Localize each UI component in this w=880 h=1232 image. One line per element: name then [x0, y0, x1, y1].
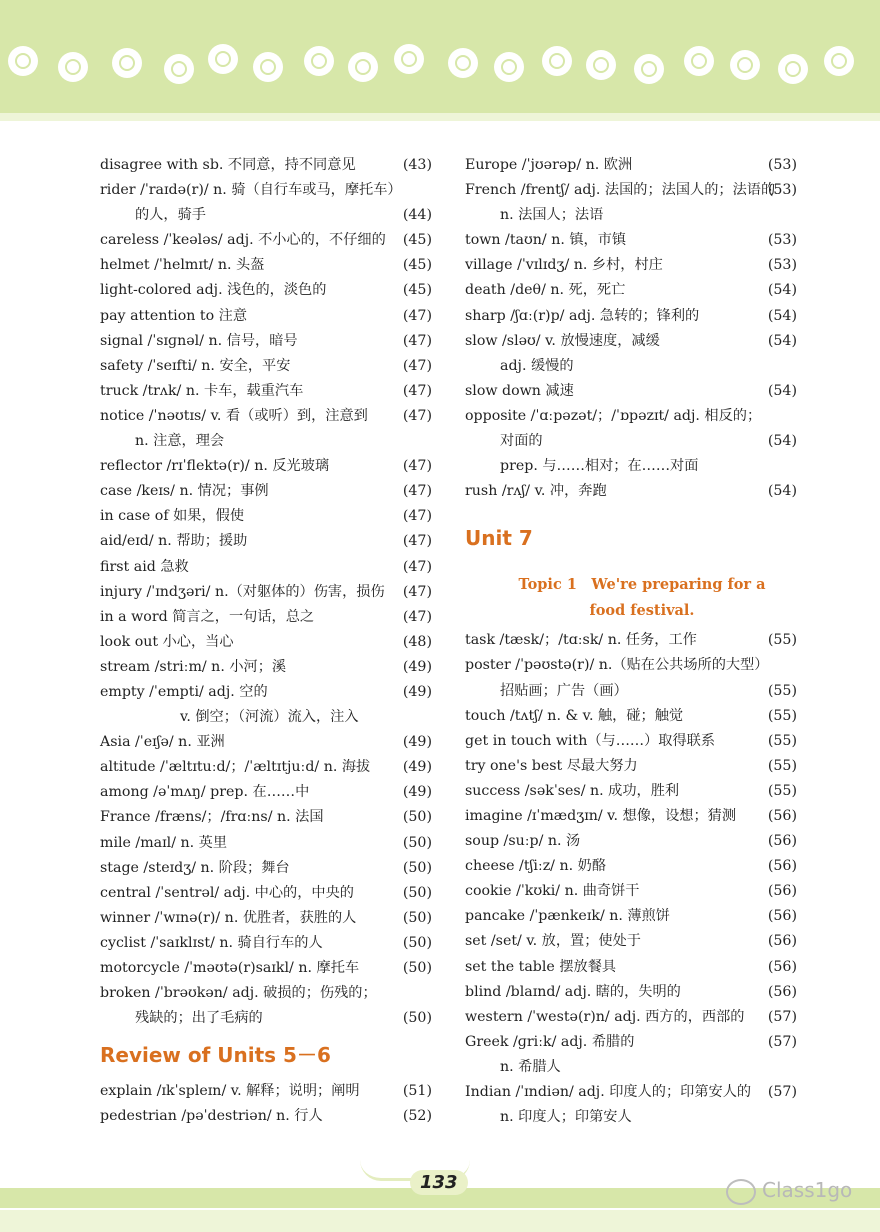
entry-page-ref: (47) — [402, 608, 432, 625]
entry-page-ref: (54) — [767, 483, 797, 500]
page-number: 133 — [410, 1170, 468, 1195]
entry-page-ref: (49) — [402, 658, 432, 675]
decorative-circle — [8, 46, 38, 76]
entry-page-ref: (45) — [402, 257, 432, 274]
entry-text: slow /sləʊ/ v. 放慢速度，减缓 — [465, 332, 660, 349]
entry-text: task /tæsk/；/tɑːsk/ n. 任务，工作 — [465, 632, 697, 649]
entry-page-ref: (50) — [402, 934, 432, 951]
wechat-icon — [726, 1179, 756, 1205]
entry-text: poster /ˈpəʊstə(r)/ n.（贴在公共场所的大型） — [465, 657, 769, 674]
vocab-entry — [100, 429, 432, 454]
entry-page-ref: (55) — [767, 707, 797, 724]
vocab-entry — [465, 704, 797, 729]
decorative-circle — [586, 50, 616, 80]
vocab-entry — [465, 628, 797, 653]
entry-page-ref: (47) — [402, 483, 432, 500]
unit-heading: Unit 7 — [465, 526, 533, 551]
vocab-entry — [465, 479, 797, 504]
decorative-circle — [208, 44, 238, 74]
entry-page-ref: (48) — [402, 633, 432, 650]
entry-page-ref: (49) — [402, 683, 432, 700]
entry-page-ref: (49) — [402, 734, 432, 751]
vocab-entry — [100, 580, 432, 605]
entry-page-ref: (56) — [767, 807, 797, 824]
entry-page-ref: (56) — [767, 908, 797, 925]
entry-text: empty /ˈempti/ adj. 空的 — [100, 683, 268, 700]
vocab-entry — [100, 981, 432, 1006]
footer-band-lower — [0, 1210, 880, 1232]
entry-page-ref: (55) — [767, 632, 797, 649]
entry-text: rider /ˈraɪdə(r)/ n. 骑（自行车或马，摩托车） — [100, 182, 402, 199]
entry-page-ref: (56) — [767, 883, 797, 900]
vocab-entry — [465, 929, 797, 954]
entry-page-ref: (47) — [402, 533, 432, 550]
entry-page-ref: (49) — [402, 759, 432, 776]
vocab-entry — [100, 906, 432, 931]
vocab-entry — [465, 404, 797, 429]
entry-page-ref: (45) — [402, 232, 432, 249]
topic-title-line1: Topic 1 We're preparing for a — [518, 576, 766, 594]
decorative-circle — [778, 54, 808, 84]
entry-text: western /ˈwestə(r)n/ adj. 西方的，西部的 — [465, 1008, 745, 1025]
entry-text: village /ˈvɪlɪdʒ/ n. 乡村，村庄 — [465, 257, 663, 274]
vocab-entry — [100, 655, 432, 680]
vocab-entry — [465, 454, 797, 479]
entry-page-ref: (50) — [402, 834, 432, 851]
entry-page-ref: (47) — [402, 508, 432, 525]
entry-page-ref: (56) — [767, 958, 797, 975]
entry-page-ref: (55) — [767, 732, 797, 749]
entry-page-ref: (50) — [402, 909, 432, 926]
vocab-entry — [465, 379, 797, 404]
vocab-entry — [100, 1006, 432, 1031]
right-column — [465, 153, 797, 1130]
entry-text: blind /blaɪnd/ adj. 瞎的，失明的 — [465, 983, 681, 1000]
vocab-entry — [465, 679, 797, 704]
entry-page-ref: (53) — [767, 157, 797, 173]
vocab-entry — [100, 831, 432, 856]
entry-text: pay attention to 注意 — [100, 307, 248, 324]
entry-page-ref: (54) — [767, 332, 797, 349]
vocab-entry — [100, 329, 432, 354]
decorative-circle — [348, 52, 378, 82]
entry-text: set /set/ v. 放，置；使处于 — [465, 933, 641, 950]
entry-text: first aid 急救 — [100, 558, 189, 575]
entry-text: notice /ˈnəʊtɪs/ v. 看（或听）到，注意到 — [100, 407, 368, 424]
entry-text: sharp /ʃɑː(r)p/ adj. 急转的；锋利的 — [465, 307, 700, 324]
decorative-circle — [112, 48, 142, 78]
review-heading: Review of Units 5－6 — [100, 1043, 331, 1068]
entry-page-ref: (47) — [402, 458, 432, 475]
entry-text: broken /ˈbrəʊkən/ adj. 破损的；伤残的； — [100, 985, 377, 1002]
entry-text: n. 法国人；法语 — [500, 207, 604, 224]
entry-text: set the table 摆放餐具 — [465, 958, 617, 975]
vocab-entry — [100, 178, 432, 203]
vocab-entry — [465, 253, 797, 278]
entry-page-ref: (54) — [767, 307, 797, 324]
vocab-entry — [100, 304, 432, 329]
entry-text: signal /ˈsɪɡnəl/ n. 信号，暗号 — [100, 332, 298, 349]
entry-page-ref: (54) — [767, 282, 797, 299]
entry-text: case /keɪs/ n. 情况；事例 — [100, 483, 269, 500]
vocab-entry — [465, 304, 797, 329]
entry-text: imagine /ɪˈmædʒɪn/ v. 想像，设想；猜测 — [465, 807, 737, 824]
vocab-entry — [100, 354, 432, 379]
entry-page-ref: (53) — [767, 232, 797, 249]
entry-text: cookie /ˈkʊki/ n. 曲奇饼干 — [465, 883, 640, 900]
vocab-entry — [465, 1055, 797, 1080]
entry-text: 招贴画；广告（画） — [500, 682, 628, 699]
unit-entry-list — [465, 628, 797, 1130]
vocab-entry — [465, 203, 797, 228]
decorative-circle — [304, 46, 334, 76]
decorative-circle — [684, 46, 714, 76]
decorative-circle — [448, 48, 478, 78]
entry-page-ref: (45) — [402, 282, 432, 299]
watermark-text: Class1go — [762, 1178, 853, 1202]
entry-text: winner /ˈwɪnə(r)/ n. 优胜者，获胜的人 — [100, 909, 357, 926]
header-divider — [0, 113, 880, 121]
entry-text: try one's best 尽最大努力 — [465, 757, 638, 774]
entry-page-ref: (47) — [402, 583, 432, 600]
vocab-entry — [465, 228, 797, 253]
vocab-entry — [100, 404, 432, 429]
entry-text: rush /rʌʃ/ v. 冲，奔跑 — [465, 483, 607, 500]
entry-page-ref: (56) — [767, 833, 797, 850]
entry-text: injury /ˈɪndʒəri/ n.（对躯体的）伤害，损伤 — [100, 583, 385, 600]
entry-page-ref: (56) — [767, 983, 797, 1000]
vocab-entry — [465, 329, 797, 354]
entry-page-ref: (50) — [402, 884, 432, 901]
vocab-entry — [100, 780, 432, 805]
entry-page-ref: (52) — [402, 1108, 432, 1125]
entry-text: success /səkˈses/ n. 成功，胜利 — [465, 782, 680, 799]
entry-page-ref: (51) — [402, 1083, 432, 1100]
entry-text: opposite /ˈɑːpəzət/；/ˈɒpəzɪt/ adj. 相反的； — [465, 407, 762, 424]
vocab-entry — [100, 680, 432, 705]
vocab-entry — [100, 705, 432, 730]
decorative-circle — [824, 46, 854, 76]
vocab-entry — [465, 754, 797, 779]
vocab-entry — [100, 504, 432, 529]
entry-text: motorcycle /ˈməʊtə(r)saɪkl/ n. 摩托车 — [100, 960, 360, 976]
vocab-entry — [100, 856, 432, 881]
vocab-entry — [465, 980, 797, 1005]
entry-text: helmet /ˈhelmɪt/ n. 头盔 — [100, 257, 265, 274]
vocab-entry — [465, 1105, 797, 1130]
entry-text: careless /ˈkeələs/ adj. 不小心的，不仔细的 — [100, 232, 386, 249]
entry-text: adj. 缓慢的 — [500, 357, 574, 374]
vocab-entry — [100, 379, 432, 404]
entry-text: French /frentʃ/ adj. 法国的；法国人的；法语的 — [465, 182, 776, 199]
entry-text: town /taʊn/ n. 镇，市镇 — [465, 232, 627, 249]
vocab-entry — [465, 804, 797, 829]
vocab-entry — [100, 881, 432, 906]
vocab-entry — [100, 278, 432, 303]
entry-page-ref: (50) — [402, 809, 432, 826]
entry-page-ref: (54) — [767, 433, 797, 450]
vocab-entry — [100, 730, 432, 755]
entry-text: Europe /ˈjʊərəp/ n. 欧洲 — [465, 157, 633, 173]
entry-page-ref: (47) — [402, 407, 432, 424]
entry-page-ref: (57) — [767, 1008, 797, 1025]
vocab-entry — [465, 429, 797, 454]
vocab-entry — [465, 354, 797, 379]
entry-text: mile /maɪl/ n. 英里 — [100, 834, 228, 851]
entry-page-ref: (54) — [767, 382, 797, 399]
vocab-entry — [465, 904, 797, 929]
watermark — [726, 1178, 852, 1205]
vocab-entry — [465, 178, 797, 203]
decorative-circles — [8, 38, 878, 88]
vocab-entry — [465, 278, 797, 303]
entry-text: slow down 减速 — [465, 382, 574, 399]
topic-title-line2: food festival. — [589, 602, 695, 620]
entry-page-ref: (44) — [402, 207, 432, 224]
vocab-entry — [100, 529, 432, 554]
entry-text: soup /suːp/ n. 汤 — [465, 833, 581, 850]
entry-page-ref: (49) — [402, 784, 432, 801]
decorative-circle — [58, 52, 88, 82]
entry-text: central /ˈsentrəl/ adj. 中心的，中央的 — [100, 884, 354, 901]
entry-page-ref: (47) — [402, 307, 432, 324]
header-band — [0, 0, 880, 113]
left-column — [100, 153, 432, 1129]
entry-text: aid/eɪd/ n. 帮助；援助 — [100, 533, 248, 550]
vocab-entry — [100, 805, 432, 830]
entry-text: Indian /ˈɪndiən/ adj. 印度人的；印第安人的 — [465, 1084, 752, 1100]
vocab-entry — [465, 829, 797, 854]
entry-text: France /fræns/；/frɑːns/ n. 法国 — [100, 809, 324, 826]
decorative-circle — [634, 54, 664, 84]
entry-text: n. 希腊人 — [500, 1058, 561, 1075]
vocab-entry — [465, 653, 797, 678]
vocab-entry — [465, 729, 797, 754]
vocab-entry — [465, 955, 797, 980]
entry-page-ref: (55) — [767, 757, 797, 774]
vocab-entry — [100, 755, 432, 780]
decorative-circle — [494, 52, 524, 82]
decorative-circle — [542, 46, 572, 76]
entry-page-ref: (50) — [402, 859, 432, 876]
vocab-entry — [100, 203, 432, 228]
vocab-entry — [100, 555, 432, 580]
entry-text: 的人，骑手 — [135, 207, 206, 224]
entry-text: explain /ɪkˈspleɪn/ v. 解释；说明；阐明 — [100, 1083, 360, 1100]
entry-page-ref: (43) — [402, 157, 432, 173]
vocab-entry — [465, 1005, 797, 1030]
entry-text: stage /steɪdʒ/ n. 阶段；舞台 — [100, 859, 290, 876]
right-entry-list — [465, 153, 797, 504]
entry-text: safety /ˈseɪfti/ n. 安全，平安 — [100, 357, 291, 374]
entry-text: n. 注意，理会 — [135, 433, 225, 450]
vocab-entry — [100, 1079, 432, 1104]
vocab-entry — [100, 605, 432, 630]
vocab-entry — [100, 228, 432, 253]
vocab-entry — [100, 956, 432, 981]
entry-text: among /əˈmʌŋ/ prep. 在……中 — [100, 784, 310, 801]
entry-page-ref: (53) — [767, 257, 797, 274]
entry-page-ref: (57) — [767, 1084, 797, 1100]
entry-text: pedestrian /pəˈdestriən/ n. 行人 — [100, 1108, 323, 1125]
entry-page-ref: (56) — [767, 858, 797, 875]
vocab-entry — [100, 153, 432, 178]
entry-text: touch /tʌtʃ/ n. & v. 触，碰；触觉 — [465, 707, 684, 724]
vocab-entry — [100, 253, 432, 278]
vocab-entry — [100, 630, 432, 655]
vocab-entry — [100, 479, 432, 504]
entry-text: Asia /ˈeɪʃə/ n. 亚洲 — [100, 734, 225, 751]
entry-text: light-colored adj. 浅色的，淡色的 — [100, 282, 327, 299]
entry-text: truck /trʌk/ n. 卡车，载重汽车 — [100, 382, 304, 399]
entry-text: 对面的 — [500, 433, 543, 450]
vocab-entry — [465, 153, 797, 178]
entry-text: 残缺的；出了毛病的 — [135, 1010, 263, 1027]
review-entry-list — [100, 1079, 432, 1129]
entry-text: altitude /ˈæltɪtuːd/；/ˈæltɪtjuːd/ n. 海拔 — [100, 759, 371, 776]
entry-text: in a word 简言之，一句话，总之 — [100, 608, 315, 625]
entry-text: get in touch with（与……）取得联系 — [465, 732, 716, 749]
vocab-entry — [100, 454, 432, 479]
topic-title — [465, 572, 797, 624]
entry-page-ref: (47) — [402, 382, 432, 399]
entry-page-ref: (53) — [767, 182, 797, 199]
left-entry-list — [100, 153, 432, 1031]
entry-page-ref: (56) — [767, 933, 797, 950]
entry-text: look out 小心，当心 — [100, 633, 234, 650]
entry-page-ref: (50) — [402, 1010, 432, 1027]
entry-text: death /deθ/ n. 死，死亡 — [465, 282, 626, 299]
entry-page-ref: (47) — [402, 332, 432, 349]
entry-text: in case of 如果，假使 — [100, 508, 245, 525]
entry-page-ref: (47) — [402, 357, 432, 374]
entry-text: pancake /ˈpænkeɪk/ n. 薄煎饼 — [465, 908, 670, 925]
entry-text: cyclist /ˈsaɪklɪst/ n. 骑自行车的人 — [100, 934, 323, 951]
entry-text: Greek /ɡriːk/ adj. 希腊的 — [465, 1033, 635, 1050]
entry-page-ref: (50) — [402, 960, 432, 976]
vocab-entry — [465, 879, 797, 904]
entry-text: reflector /rɪˈflektə(r)/ n. 反光玻璃 — [100, 458, 330, 475]
entry-text: stream /striːm/ n. 小河；溪 — [100, 658, 287, 675]
entry-page-ref: (55) — [767, 682, 797, 699]
entry-page-ref: (57) — [767, 1033, 797, 1050]
vocab-entry — [100, 931, 432, 956]
entry-text: disagree with sb. 不同意，持不同意见 — [100, 157, 356, 173]
entry-text: n. 印度人；印第安人 — [500, 1109, 632, 1126]
vocab-entry — [100, 1104, 432, 1129]
decorative-circle — [394, 44, 424, 74]
entry-text: v. 倒空；（河流）流入，注入 — [180, 709, 359, 726]
entry-page-ref: (55) — [767, 782, 797, 799]
vocab-entry — [465, 1080, 797, 1105]
vocab-entry — [465, 779, 797, 804]
entry-text: cheese /tʃiːz/ n. 奶酪 — [465, 858, 607, 875]
entry-page-ref: (47) — [402, 558, 432, 575]
vocab-entry — [465, 854, 797, 879]
decorative-circle — [253, 52, 283, 82]
entry-text: prep. 与……相对；在……对面 — [500, 458, 699, 475]
decorative-circle — [164, 54, 194, 84]
vocab-entry — [465, 1030, 797, 1055]
decorative-circle — [730, 50, 760, 80]
